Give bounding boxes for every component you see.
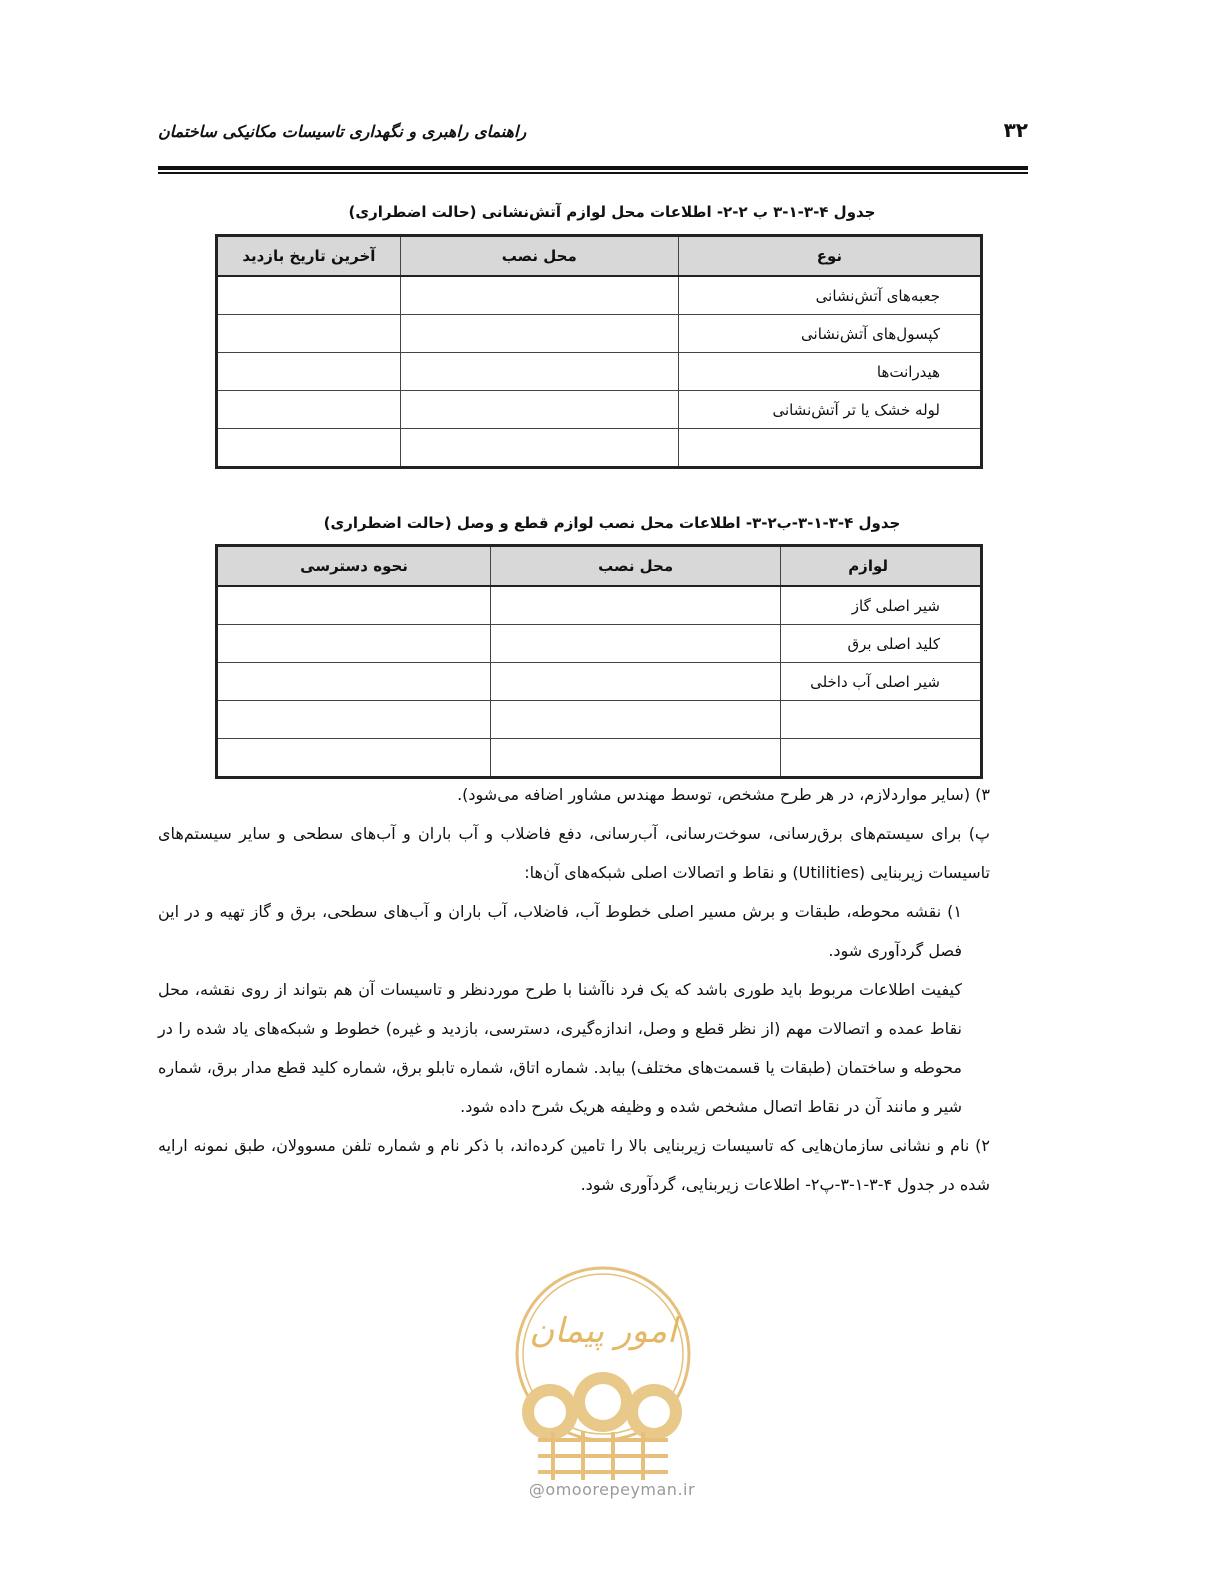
watermark-logo-icon: [498, 1262, 708, 1502]
table2-caption: جدول ۴-۳-۱-۳-ب۲-۳- اطلاعات محل نصب لوازم قطع و وصل (حالت اضطراری): [323, 514, 901, 532]
table-cell: [400, 391, 678, 429]
table-cell: کلید اصلی برق: [781, 625, 982, 663]
table1-caption: جدول ۴-۳-۱-۳ ب ۲-۲- اطلاعات محل لوازم آتش‌نشانی (حالت اضطراری): [348, 203, 876, 221]
watermark-logo-text: امور پیمان: [529, 1311, 677, 1351]
table-cell: شیر اصلی گاز: [781, 586, 982, 625]
page-header: [158, 118, 1028, 154]
watermark-url: @omoorepeyman.ir: [528, 1480, 696, 1499]
paragraph: کیفیت اطلاعات مربوط باید طوری باشد که یک فرد ناآشنا با طرح موردنظر و تاسیسات آن هم بتواند از روی نقشه، محل نقاط عمده و اتصالات مهم (از نظر قطع و وصل، اندازه‌گیری، دسترسی، بازدید و غیره) خطوط و شبکه‌های یاد شده را در محوطه و ساختمان (طبقات یا قسمت‌های مختلف) بیابد. شماره اتاق، شماره تابلو برق، شماره کلید قطع مدار برق، شماره شیر و مانند آن در نقاط اتصال مشخص شده و وظیفه هریک شرح داده شود.: [158, 980, 962, 1116]
shutoff-equipment-table: [215, 544, 983, 779]
table-cell: [400, 353, 678, 391]
paragraph: ۳) (سایر مواردلازم، در هر طرح مشخص، توسط مهندس مشاور اضافه می‌شود).: [457, 785, 990, 804]
table-row: [217, 586, 982, 625]
table-cell: لوله خشک یا تر آتش‌نشانی: [678, 391, 981, 429]
body-text: [158, 775, 990, 1204]
column-header: لوازم: [781, 546, 982, 587]
table-cell: [400, 315, 678, 353]
table-cell: [678, 429, 981, 468]
table-row: [217, 625, 982, 663]
table-cell: [491, 586, 781, 625]
table-row: [217, 353, 982, 391]
table-cell: [217, 701, 491, 739]
table-cell: [491, 739, 781, 778]
table-cell: [217, 391, 401, 429]
table-cell: [491, 701, 781, 739]
column-header: محل نصب: [491, 546, 781, 587]
table-cell: کپسول‌های آتش‌نشانی: [678, 315, 981, 353]
table-row: [217, 391, 982, 429]
table-cell: [217, 625, 491, 663]
fire-equipment-table: [215, 234, 983, 469]
table-row: [217, 701, 982, 739]
table-cell: [217, 429, 401, 468]
column-header: آخرین تاریخ بازدید: [217, 236, 401, 277]
table-cell: [781, 701, 982, 739]
table-cell: [217, 739, 491, 778]
table-cell: [400, 276, 678, 315]
table-cell: [491, 625, 781, 663]
table-cell: [491, 663, 781, 701]
paragraph: ۲) نام و نشانی سازمان‌هایی که تاسیسات زیربنایی بالا را تامین کرده‌اند، با ذکر نام و شماره تلفن مسوولان، طبق نمونه ارایه شده در جدول ۴-۳-۱-۳-پ۲- اطلاعات زیربنایی، گردآوری شود.: [158, 1136, 990, 1194]
watermark-logo: [498, 1262, 708, 1502]
table-row: [217, 429, 982, 468]
table-cell: [217, 276, 401, 315]
table-cell: هیدرانت‌ها: [678, 353, 981, 391]
running-title: راهنمای راهبری و نگهداری تاسیسات مکانیکی ساختمان: [158, 122, 527, 141]
page-number: ۳۲: [1003, 118, 1028, 142]
table-row: [217, 315, 982, 353]
table-cell: [217, 315, 401, 353]
table-cell: [781, 739, 982, 778]
table-cell: [217, 586, 491, 625]
table-row: [217, 663, 982, 701]
table-cell: [400, 429, 678, 468]
table-header-row: [217, 546, 982, 587]
column-header: نحوه دسترسی: [217, 546, 491, 587]
column-header: محل نصب: [400, 236, 678, 277]
table-cell: شیر اصلی آب داخلی: [781, 663, 982, 701]
table-cell: [217, 663, 491, 701]
paragraph: پ) برای سیستم‌های برق‌رسانی، سوخت‌رسانی، آب‌رسانی، دفع فاضلاب و آب باران و آب‌های سطحی و سایر سیستم‌های تاسیسات زیربنایی (Utilities) و نقاط و اتصالات اصلی شبکه‌های آن‌ها:: [158, 824, 990, 882]
table-cell: جعبه‌های آتش‌نشانی: [678, 276, 981, 315]
column-header: نوع: [678, 236, 981, 277]
header-rule: [158, 166, 1028, 174]
table-cell: [217, 353, 401, 391]
table-row: [217, 276, 982, 315]
paragraph: ۱) نقشه محوطه، طبقات و برش مسیر اصلی خطوط آب، فاضلاب، آب باران و آب‌های سطحی، برق و گاز تهیه و در این فصل گردآوری شود.: [158, 902, 962, 960]
table-row: [217, 739, 982, 778]
table-header-row: [217, 236, 982, 277]
